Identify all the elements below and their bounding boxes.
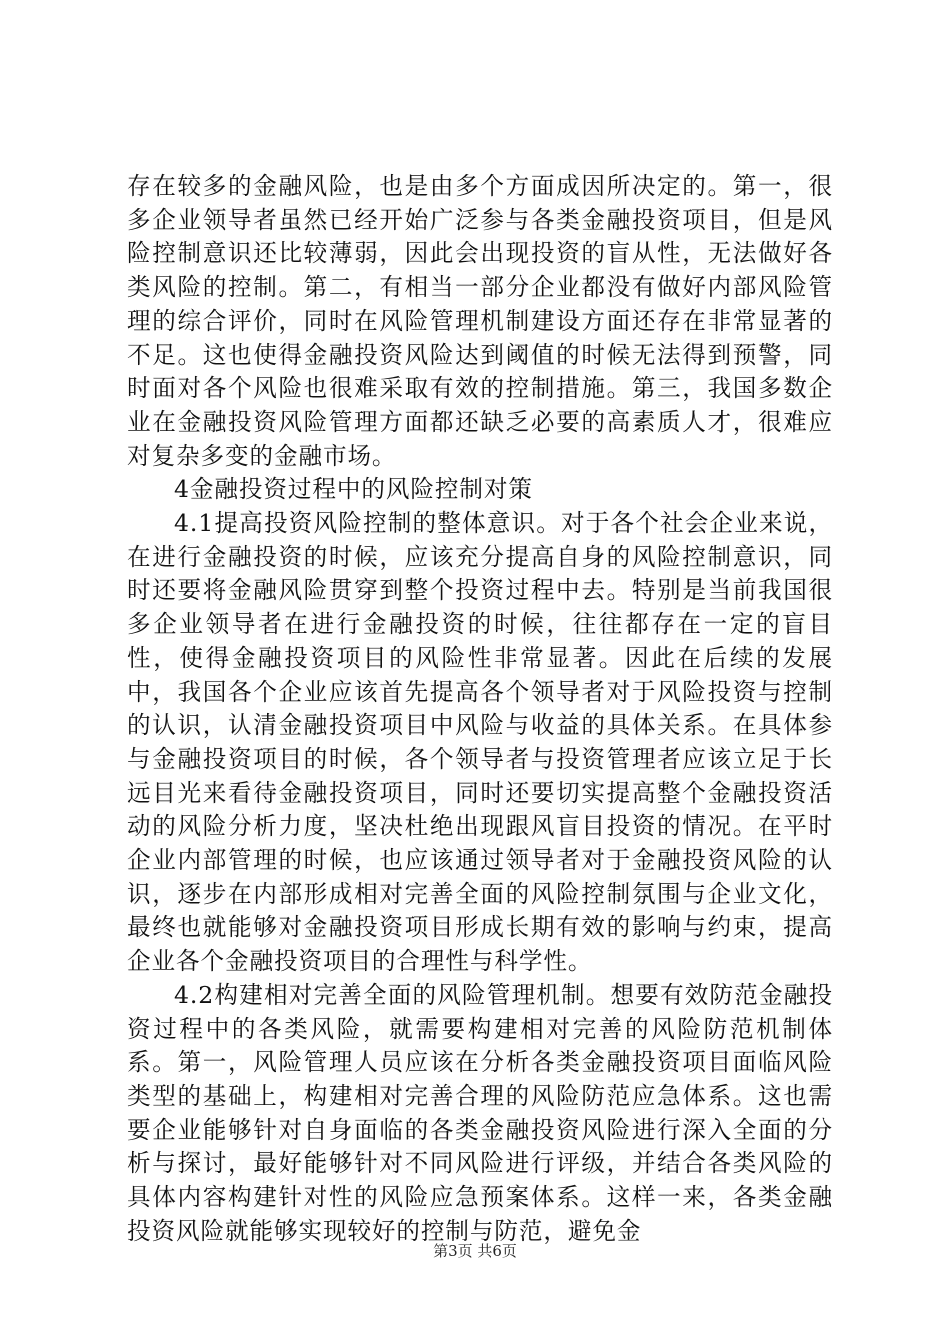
body-paragraph-4-1: 4.1提高投资风险控制的整体意识。对于各个社会企业来说，在进行金融投资的时候，应该充分提高自身的风险控制意识，同时还要将金融风险贯穿到整个投资过程中去。特别是当前我国很多企业领导者在进行金融投资的时候，往往都存在一定的盲目性，使得金融投资项目的风险性非常显著。因此在后续的发展中，我国各个企业应该首先提高各个领导者对于风险投资与控制的认识，认清金融投资项目中风险与收益的具体关系。在具体参与金融投资项目的时候，各个领导者与投资管理者应该立足于长远目光来看待金融投资项目，同时还要切实提高整个金融投资活动的风险分析力度，坚决杜绝出现跟风盲目投资的情况。在平时企业内部管理的时候，也应该通过领导者对于金融投资风险的认识，逐步在内部形成相对完善全面的风险控制氛围与企业文化，最终也就能够对金融投资项目形成长期有效的影响与约束，提高企业各个金融投资项目的合理性与科学性。 [127, 509, 833, 976]
body-paragraph-1: 存在较多的金融风险，也是由多个方面成因所决定的。第一，很多企业领导者虽然已经开始广泛参与各类金融投资项目，但是风险控制意识还比较薄弱，因此会出现投资的盲从性，无法做好各类风险的控制。第二，有相当一部分企业都没有做好内部风险管理的综合评价，同时在风险管理机制建设方面还存在非常显著的不足。这也使得金融投资风险达到阈值的时候无法得到预警，同时面对各个风险也很难采取有效的控制措施。第三，我国多数企业在金融投资风险管理方面都还缺乏必要的高素质人才，很难应对复杂多变的金融市场。 [127, 172, 833, 470]
body-paragraph-4-2: 4.2构建相对完善全面的风险管理机制。想要有效防范金融投资过程中的各类风险，就需要构建相对完善的风险防范机制体系。第一，风险管理人员应该在分析各类金融投资项目面临风险类型的基础上，构建相对完善合理的风险防范应急体系。这也需要企业能够针对自身面临的各类金融投资风险进行深入全面的分析与探讨，最好能够针对不同风险进行评级，并结合各类风险的具体内容构建针对性的风险应急预案体系。这样一来，各类金融投资风险就能够实现较好的控制与防范，避免金 [127, 980, 833, 1245]
document-body [127, 170, 833, 1249]
section-heading-4: 4金融投资过程中的风险控制对策 [174, 475, 533, 504]
page-footer: 第3页 共6页 [433, 1242, 517, 1260]
